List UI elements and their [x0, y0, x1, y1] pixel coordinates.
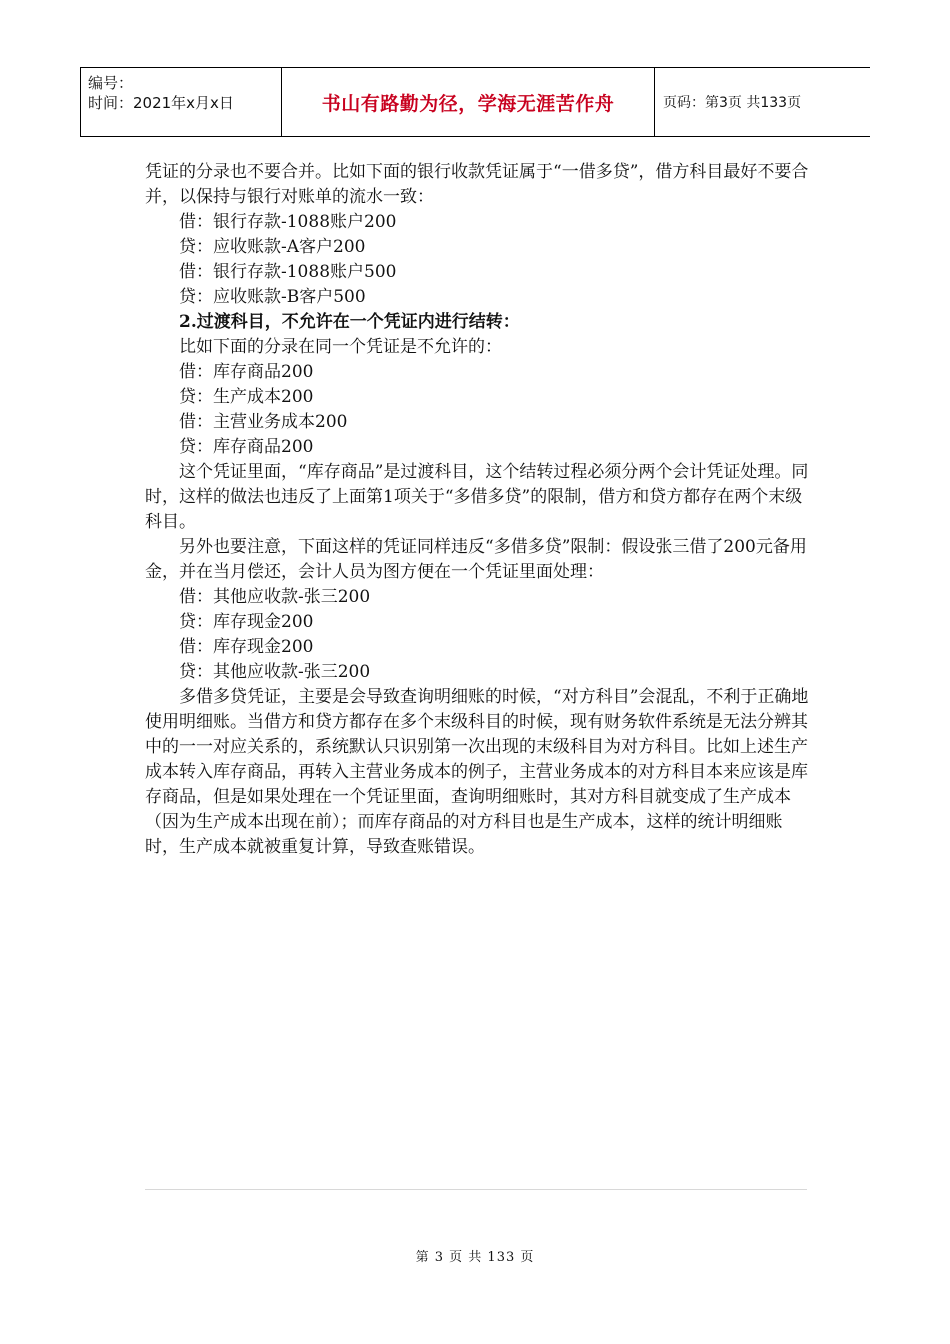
body-paragraph: 凭证的分录也不要合并。比如下面的银行收款凭证属于“一借多贷”，借方科目最好不要合并，以保持与银行对账单的流水一致：: [145, 162, 809, 207]
body-paragraph: 贷：库存商品200: [179, 437, 314, 457]
body-paragraph: 贷：应收账款-A客户200: [179, 237, 366, 257]
body-paragraph: 贷：应收账款-B客户500: [179, 287, 366, 307]
header-divider-1: [281, 68, 282, 136]
header-page-label: 页码：第3页 共133页: [663, 95, 802, 111]
header-number-label: 编号：: [88, 74, 134, 92]
body-paragraph: 贷：其他应收款-张三200: [179, 662, 371, 682]
body-paragraph: 贷：生产成本200: [179, 387, 314, 407]
body-paragraph: 比如下面的分录在同一个凭证是不允许的：: [179, 337, 502, 357]
header-time-label: 时间：2021年x月x日: [88, 94, 234, 112]
header-motto: 书山有路勤为径，学海无涯苦作舟: [321, 92, 615, 115]
body-paragraph: 借：主营业务成本200: [179, 412, 348, 432]
header-border-left: [80, 68, 81, 136]
body-paragraph: 借：库存现金200: [179, 637, 314, 657]
document-body: [145, 160, 810, 860]
header-meta: [88, 73, 278, 113]
body-paragraph: 借：银行存款-1088账户500: [179, 262, 397, 282]
body-paragraph: 这个凭证里面，“库存商品”是过渡科目，这个结转过程必须分两个会计凭证处理。同时，这样的做法也违反了上面第1项关于“多借多贷”的限制，借方和贷方都存在两个末级科目。: [145, 462, 809, 532]
section-heading: 2.过渡科目，不允许在一个凭证内进行结转：: [179, 312, 520, 332]
body-paragraph: 另外也要注意，下面这样的凭证同样违反“多借多贷”限制：假设张三借了200元备用金，并在当月偿还，会计人员为图方便在一个凭证里面处理：: [145, 537, 807, 582]
page-header: [80, 67, 870, 137]
footer-divider: [145, 1189, 807, 1190]
footer-page-number: 第 3 页 共 133 页: [415, 1250, 535, 1265]
body-paragraph: 多借多贷凭证，主要是会导致查询明细账的时候，“对方科目”会混乱，不利于正确地使用明细账。当借方和贷方都存在多个末级科目的时候，现有财务软件系统是无法分辨其中的一一对应关系的，系统默认只识别第一次出现的末级科目为对方科目。比如上述生产成本转入库存商品，再转入主营业务成本的例子，主营业务成本的对方科目本来应该是库存商品，但是如果处理在一个凭证里面，查询明细账时，其对方科目就变成了生产成本（因为生产成本出现在前）；而库存商品的对方科目也是生产成本，这样的统计明细账时，生产成本就被重复计算，导致查账错误。: [145, 687, 809, 857]
body-paragraph: 借：银行存款-1088账户200: [179, 212, 397, 232]
header-divider-2: [654, 68, 655, 136]
body-paragraph: 贷：库存现金200: [179, 612, 314, 632]
body-paragraph: 借：库存商品200: [179, 362, 314, 382]
body-paragraph: 借：其他应收款-张三200: [179, 587, 371, 607]
